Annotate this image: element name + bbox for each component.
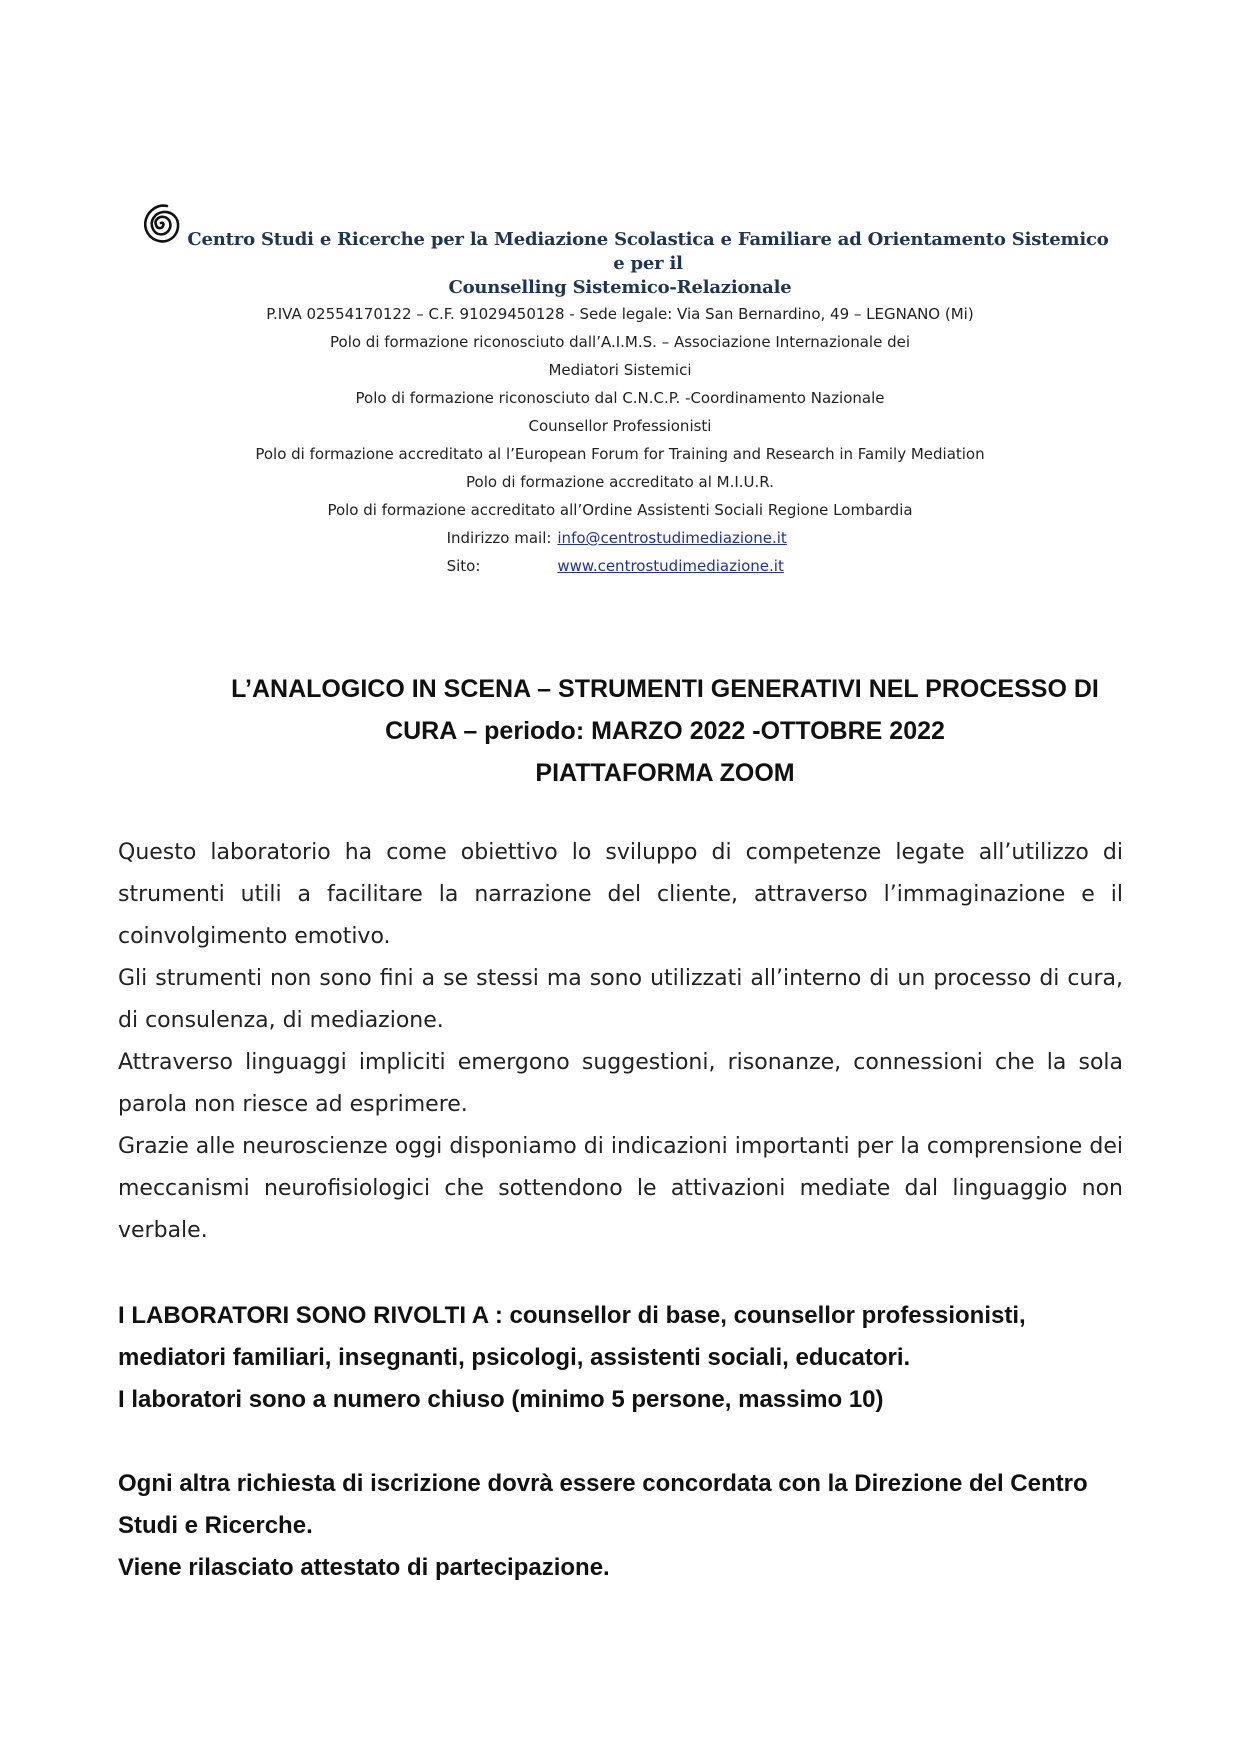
course-title-line1: L’ANALOGICO IN SCENA – STRUMENTI GENERATIVI NEL PROCESSO DI [231,675,1099,703]
notes-section [118,1463,1128,1589]
description-paragraph: Attraverso linguaggi impliciti emergono suggestioni, risonanze, connessioni che la sola parola non riesce ad esprimere. [118,1050,1123,1117]
course-title-line3: PIATTAFORMA ZOOM [535,759,795,787]
email-link[interactable]: info@centrostudimediazione.it [557,529,787,547]
course-description [118,832,1123,1252]
vat-address-line: P.IVA 02554170122 – C.F. 91029450128 - Sede legale: Via San Bernardino, 49 – LEGNANO (Mi) [266,305,974,323]
organization-info [130,300,1110,580]
capacity-text: I laboratori sono a numero chiuso (minimo 5 persone, massimo 10) [118,1386,884,1413]
course-title [100,668,1230,794]
website-label: Sito: [446,557,481,575]
accreditation-line: Counsellor Professionisti [528,417,712,435]
certificate-note: Viene rilasciato attestato di partecipazione. [118,1554,610,1581]
organization-name-line2: Counselling Sistemico-Relazionale [448,277,792,298]
audience-text: I LABORATORI SONO RIVOLTI A : counsellor di base, counsellor professionisti, mediatori familiari, insegnanti, psicologi, assistenti sociali, educatori. [118,1302,1026,1371]
accreditation-line: Mediatori Sistemici [548,361,692,379]
website-row [130,552,1110,580]
audience-section [118,1295,1128,1421]
email-label: Indirizzo mail: [446,529,552,547]
organization-name [130,198,1110,300]
accreditation-line: Polo di formazione accreditato al l’European Forum for Training and Research in Family Mediation [255,445,985,463]
description-paragraph: Gli strumenti non sono fini a se stessi ma sono utilizzati all’interno di un processo di cura, di consulenza, di mediazione. [118,966,1123,1033]
course-title-line2: CURA – periodo: MARZO 2022 -OTTOBRE 2022 [385,717,945,745]
letterhead [130,198,1110,580]
enrollment-note: Ogni altra richiesta di iscrizione dovrà essere concordata con la Direzione del Centro Studi e Ricerche. [118,1470,1088,1539]
spiral-logo-icon [138,198,184,246]
website-link[interactable]: www.centrostudimediazione.it [557,557,784,575]
accreditation-line: Polo di formazione accreditato all’Ordine Assistenti Sociali Regione Lombardia [327,501,913,519]
email-row [130,524,1110,552]
accreditation-line: Polo di formazione riconosciuto dall’A.I.M.S. – Associazione Internazionale dei [330,333,910,351]
accreditation-line: Polo di formazione accreditato al M.I.U.R. [466,473,774,491]
description-paragraph: Grazie alle neuroscienze oggi disponiamo di indicazioni importanti per la comprensione dei meccanismi neurofisiologici che sottendono le attivazioni mediate dal linguaggio non verbale. [118,1134,1123,1243]
organization-name-line1: Centro Studi e Ricerche per la Mediazione Scolastica e Familiare ad Orientamento Sistemico e per il [187,229,1109,274]
description-paragraph: Questo laboratorio ha come obiettivo lo sviluppo di competenze legate all’utilizzo di strumenti utili a facilitare la narrazione del cliente, attraverso l’immaginazione e il coinvolgimento emotivo. [118,840,1123,949]
accreditation-line: Polo di formazione riconosciuto dal C.N.C.P. -Coordinamento Nazionale [355,389,885,407]
